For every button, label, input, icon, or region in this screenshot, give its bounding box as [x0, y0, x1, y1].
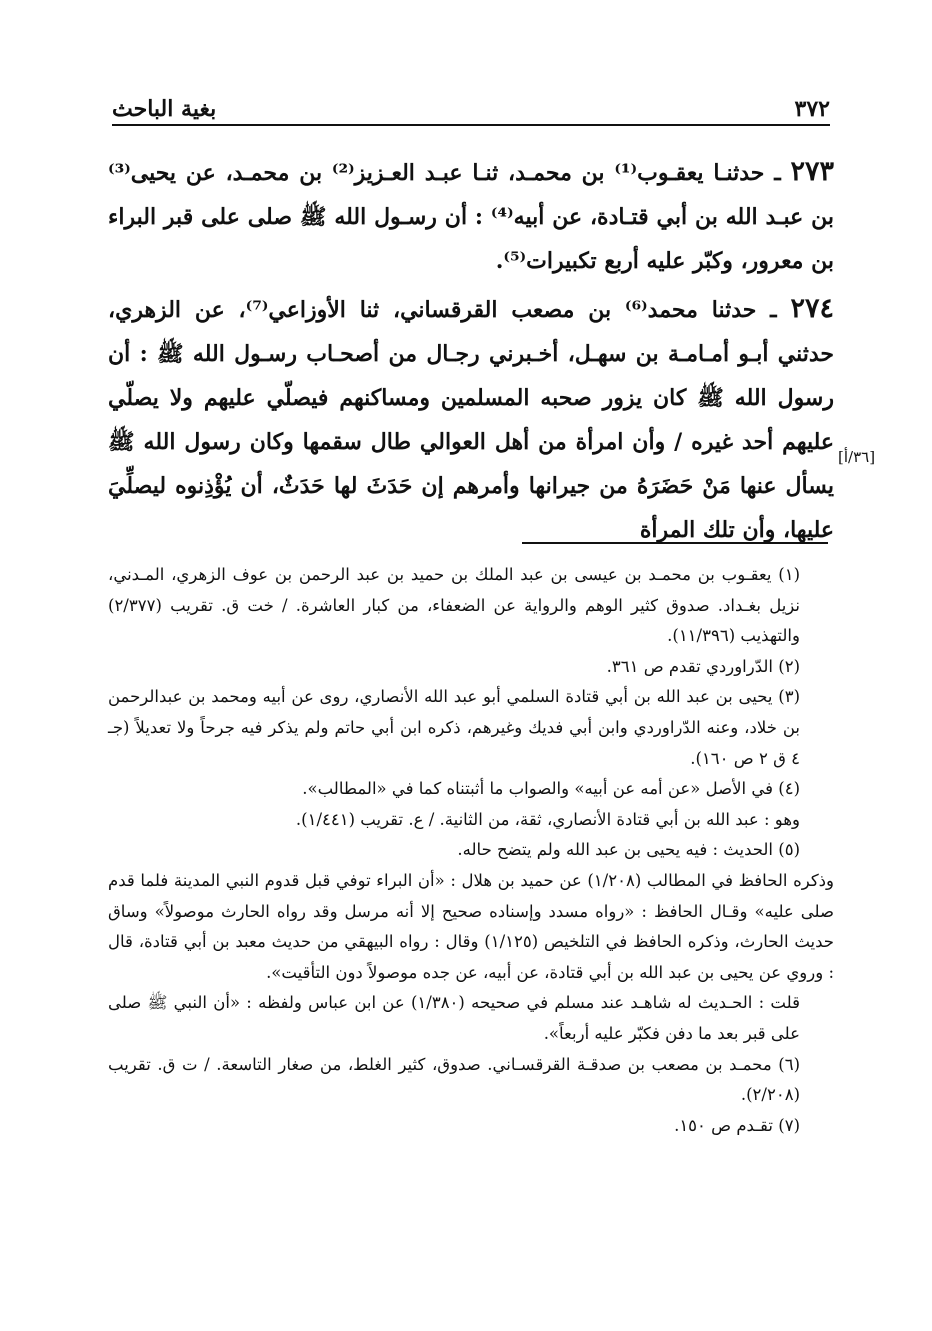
footnote: (٣) يحيى بن عبد الله بن أبي قتادة السلمي أبو عبد الله الأنصاري، روى عن أبيه ومحمد بن عبدالرحمن بن خلاد، وعنه الدّراوردي وابن أبي فديك وغيرهم، ذكره ابن أبي حاتم ولم يذكر فيه جرحاً ولا تعديلاً (جـ ٤ ق ٢ ص ١٦٠). — [108, 687, 800, 768]
hadith-274 — [108, 287, 834, 552]
hadith-273 — [108, 150, 834, 283]
page-header — [112, 88, 830, 122]
footnote-note: قلت : الحـديث له شاهـد عند مسلم في صحيحه (١/٣٨٠) عن ابن عباس ولفظه : «أن النبي ﷺ صلى على قبر بعد ما دفن فكبّر عليه أربعاً». — [108, 993, 800, 1043]
header-divider — [112, 124, 830, 126]
footnote-continuation: وذكره الحافظ في المطالب (١/٢٠٨) عن حميد بن هلال : «أن البراء توفي قبل قدوم النبي المدينة فلما قدم صلى عليه» وقـال الحافظ : «رواه مسدد وإسناده صحيح إلا أنه مرسل وقد رواه الحارث موصولاً» وساق حديث الحارث، وذكره الحافظ في التلخيص (١/١٢٥) وقال : رواه البيهقي من حديث معبد بن أبي قتادة، قال : وروي عن يحيى بن عبد الله بن أبي قتادة، عن أبيه، عن جده موصولاً دون التأقيت». — [108, 870, 834, 982]
page-number: ٣٧٢ — [794, 96, 830, 122]
footnote: (٥) الحديث : فيه يحيى بن عبد الله ولم يتضح حاله. — [457, 840, 800, 860]
hadith-text: ـ حدثنا محمد⁽⁶⁾ بن مصعب القرقساني، ثنا الأوزاعي⁽⁷⁾، عن الزهري، حدثني أبـو أمـامـة بن سهـل، أخـبرني رجـال من أصحـاب رسـول الله ﷺ : أن رسول الله ﷺ كان يزور صحبه المسلمين ومساكنهم فيصلّي عليهم ولا يصلّي عليهم أحد غيره / وأن امرأة من أهل العوالي طال سقمها وكان رسول الله ﷺ يسأل عنها مَنْ حَضَرَهُ من جيرانها وأمرهم إن حَدَثَ لها حَدَثٌ، أن يُؤْذِنوه ليصلِّيَ عليها، وأن تلك المرأة — [108, 297, 834, 543]
footnote: (٢) الدّراوردي تقدم ص ٣٦١. — [606, 656, 800, 676]
manuscript-folio-ref: [٣٦/أ] — [838, 448, 876, 466]
footnotes — [108, 560, 834, 1141]
footnote: (١) يعقـوب بن محمـد بن عيسى بن عبد الملك بن حميد بن عبد الرحمن بن عوف الزهري، المـدني، نزيل بغـداد. صدوق كثير الوهم والرواية عن الضعفاء، من كبار العاشرة. / خت ق. تقريب (٢/٣٧٧) والتهذيب (١١/٣٩٦). — [108, 565, 800, 646]
main-text — [108, 150, 834, 556]
hadith-number: ٢٧٤ — [790, 293, 834, 324]
footnote: (٤) في الأصل «عن أمه عن أبيه» والصواب ما أثبتناه كما في «المطالب». — [302, 779, 800, 799]
hadith-number: ٢٧٣ — [790, 156, 834, 187]
footnote: (٧) تقـدم ص ١٥٠. — [674, 1115, 800, 1135]
book-title: بغية الباحث — [112, 96, 217, 122]
footnote: (٦) محمـد بن مصعب بن صدقـة القرقسـاني. صدوق، كثير الغلط، من صغار التاسعة. / ت ق. تقريب (٢/٢٠٨). — [108, 1054, 800, 1105]
hadith-text: ـ حدثنـا يعقـوب⁽¹⁾ بن محمـد، ثنـا عبـد العـزيز⁽²⁾ بن محمـد، عن يحيى⁽³⁾ بن عبـد الله بن أبي قتـادة، عن أبيه⁽⁴⁾ : أن رسـول الله ﷺ صلى على قبر البراء بن معرور، وكبّر عليه أربع تكبيرات⁽⁵⁾. — [108, 160, 834, 274]
footnote-divider — [522, 542, 828, 544]
footnote-continuation: وهو : عبد الله بن أبي قتادة الأنصاري، ثقة، من الثانية. / ع. تقريب (١/٤٤١). — [295, 809, 800, 829]
